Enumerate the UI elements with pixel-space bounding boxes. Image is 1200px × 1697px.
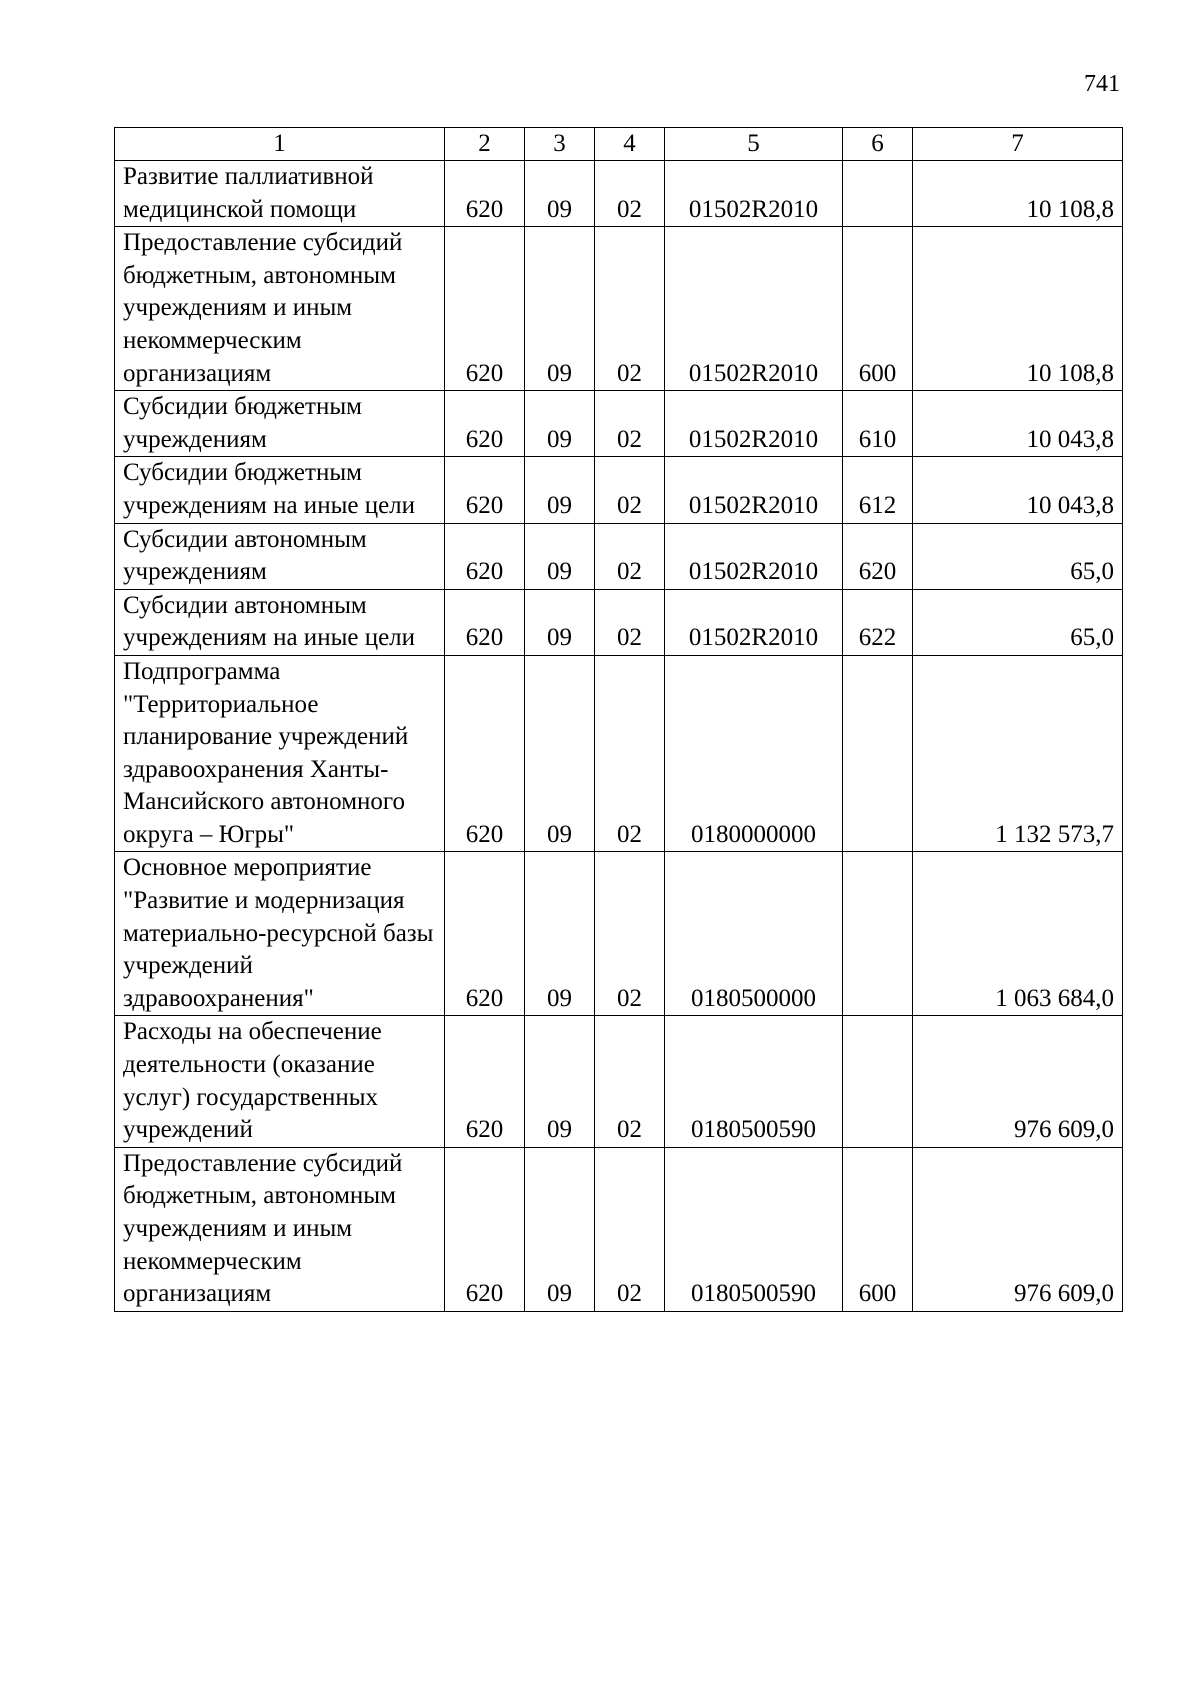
amount-cell: 976 609,0 bbox=[913, 1016, 1123, 1147]
admin-code-cell: 620 bbox=[445, 852, 525, 1016]
expense-type-cell bbox=[843, 655, 913, 852]
table-row bbox=[115, 655, 1123, 852]
column-header: 1 bbox=[115, 128, 445, 161]
budget-table bbox=[114, 127, 1123, 1312]
section-cell: 09 bbox=[525, 1147, 595, 1311]
header-row bbox=[115, 128, 1123, 161]
section-cell: 09 bbox=[525, 227, 595, 391]
admin-code-cell: 620 bbox=[445, 391, 525, 457]
section-cell: 09 bbox=[525, 391, 595, 457]
expense-type-cell: 622 bbox=[843, 589, 913, 655]
amount-cell: 10 108,8 bbox=[913, 227, 1123, 391]
subsection-cell: 02 bbox=[595, 457, 665, 523]
row-name-cell: Основное мероприятие "Развитие и модернизация материально-ресурсной базы учреждений здравоохранения" bbox=[115, 852, 445, 1016]
amount-cell: 65,0 bbox=[913, 589, 1123, 655]
amount-cell: 1 063 684,0 bbox=[913, 852, 1123, 1016]
column-header: 7 bbox=[913, 128, 1123, 161]
admin-code-cell: 620 bbox=[445, 589, 525, 655]
target-article-cell: 0180500000 bbox=[665, 852, 843, 1016]
page-number: 741 bbox=[1084, 71, 1120, 97]
table-row bbox=[115, 1147, 1123, 1311]
amount-cell: 10 043,8 bbox=[913, 457, 1123, 523]
target-article-cell: 0180000000 bbox=[665, 655, 843, 852]
amount-cell: 976 609,0 bbox=[913, 1147, 1123, 1311]
table-row bbox=[115, 1016, 1123, 1147]
subsection-cell: 02 bbox=[595, 655, 665, 852]
subsection-cell: 02 bbox=[595, 161, 665, 227]
table-row bbox=[115, 589, 1123, 655]
section-cell: 09 bbox=[525, 655, 595, 852]
amount-cell: 10 043,8 bbox=[913, 391, 1123, 457]
row-name-cell: Развитие паллиативной медицинской помощи bbox=[115, 161, 445, 227]
row-name-cell: Субсидии бюджетным учреждениям bbox=[115, 391, 445, 457]
table-body bbox=[115, 161, 1123, 1312]
section-cell: 09 bbox=[525, 457, 595, 523]
admin-code-cell: 620 bbox=[445, 655, 525, 852]
row-name-cell: Субсидии бюджетным учреждениям на иные цели bbox=[115, 457, 445, 523]
expense-type-cell bbox=[843, 161, 913, 227]
row-name-cell: Предоставление субсидий бюджетным, автономным учреждениям и иным некоммерческим организациям bbox=[115, 227, 445, 391]
section-cell: 09 bbox=[525, 523, 595, 589]
subsection-cell: 02 bbox=[595, 227, 665, 391]
subsection-cell: 02 bbox=[595, 1016, 665, 1147]
section-cell: 09 bbox=[525, 1016, 595, 1147]
target-article-cell: 01502R2010 bbox=[665, 161, 843, 227]
target-article-cell: 01502R2010 bbox=[665, 227, 843, 391]
subsection-cell: 02 bbox=[595, 1147, 665, 1311]
amount-cell: 10 108,8 bbox=[913, 161, 1123, 227]
table-row bbox=[115, 391, 1123, 457]
target-article-cell: 01502R2010 bbox=[665, 523, 843, 589]
amount-cell: 65,0 bbox=[913, 523, 1123, 589]
section-cell: 09 bbox=[525, 852, 595, 1016]
table-row bbox=[115, 161, 1123, 227]
subsection-cell: 02 bbox=[595, 523, 665, 589]
target-article-cell: 01502R2010 bbox=[665, 391, 843, 457]
row-name-cell: Подпрограмма "Территориальное планирование учреждений здравоохранения Ханты-Мансийского автономного округа – Югры" bbox=[115, 655, 445, 852]
section-cell: 09 bbox=[525, 161, 595, 227]
table-row bbox=[115, 227, 1123, 391]
table-row bbox=[115, 852, 1123, 1016]
target-article-cell: 01502R2010 bbox=[665, 457, 843, 523]
row-name-cell: Расходы на обеспечение деятельности (оказание услуг) государственных учреждений bbox=[115, 1016, 445, 1147]
row-name-cell: Субсидии автономным учреждениям на иные цели bbox=[115, 589, 445, 655]
column-header: 4 bbox=[595, 128, 665, 161]
expense-type-cell bbox=[843, 852, 913, 1016]
admin-code-cell: 620 bbox=[445, 523, 525, 589]
subsection-cell: 02 bbox=[595, 852, 665, 1016]
target-article-cell: 0180500590 bbox=[665, 1016, 843, 1147]
subsection-cell: 02 bbox=[595, 589, 665, 655]
target-article-cell: 01502R2010 bbox=[665, 589, 843, 655]
section-cell: 09 bbox=[525, 589, 595, 655]
target-article-cell: 0180500590 bbox=[665, 1147, 843, 1311]
column-header: 3 bbox=[525, 128, 595, 161]
admin-code-cell: 620 bbox=[445, 161, 525, 227]
expense-type-cell: 620 bbox=[843, 523, 913, 589]
admin-code-cell: 620 bbox=[445, 1147, 525, 1311]
subsection-cell: 02 bbox=[595, 391, 665, 457]
expense-type-cell: 610 bbox=[843, 391, 913, 457]
row-name-cell: Субсидии автономным учреждениям bbox=[115, 523, 445, 589]
expense-type-cell bbox=[843, 1016, 913, 1147]
table-row bbox=[115, 523, 1123, 589]
amount-cell: 1 132 573,7 bbox=[913, 655, 1123, 852]
expense-type-cell: 600 bbox=[843, 1147, 913, 1311]
column-header: 5 bbox=[665, 128, 843, 161]
column-header: 2 bbox=[445, 128, 525, 161]
admin-code-cell: 620 bbox=[445, 227, 525, 391]
table-row bbox=[115, 457, 1123, 523]
expense-type-cell: 600 bbox=[843, 227, 913, 391]
admin-code-cell: 620 bbox=[445, 457, 525, 523]
table-header bbox=[115, 128, 1123, 161]
expense-type-cell: 612 bbox=[843, 457, 913, 523]
column-header: 6 bbox=[843, 128, 913, 161]
row-name-cell: Предоставление субсидий бюджетным, автономным учреждениям и иным некоммерческим организациям bbox=[115, 1147, 445, 1311]
admin-code-cell: 620 bbox=[445, 1016, 525, 1147]
